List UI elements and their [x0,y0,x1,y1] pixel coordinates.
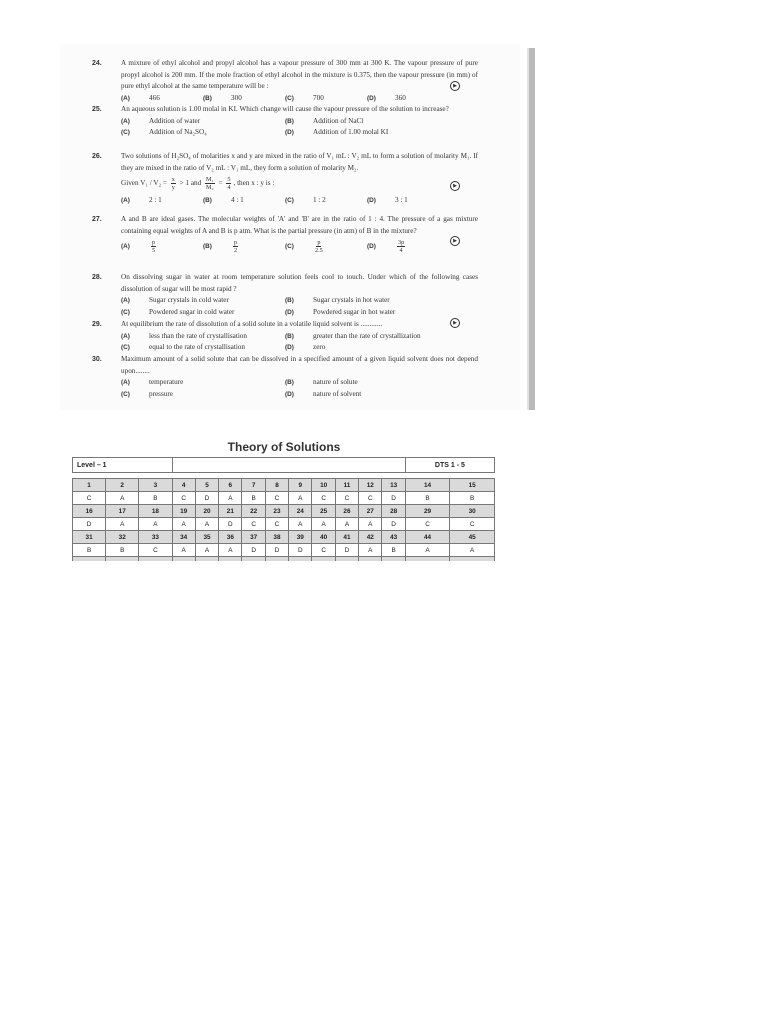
option-label: (A) [121,242,130,250]
question-number-cell: 15 [450,479,495,492]
option-label: (A) [121,297,130,305]
answer-cell: A [106,518,139,531]
answer-cell: D [195,492,218,505]
option-text: Addition of 1.00 molal KI [313,128,389,137]
option-text: 1 : 2 [313,196,326,205]
cut-off-cell [195,557,218,562]
options [121,116,478,139]
play-circle-icon[interactable] [450,236,460,246]
answer-cell: A [359,518,382,531]
answer-cell: D [289,544,312,557]
option-label: (A) [121,197,130,205]
numerator: M₁ [206,176,214,184]
equals-sign: = [218,179,223,188]
option-text: 300 [231,93,242,102]
question-number-cell: 27 [359,505,382,518]
option-text: zero [313,343,326,352]
question-number-cell: 41 [335,531,358,544]
option-c[interactable] [121,342,285,354]
question-number: 27. [92,216,102,223]
cut-off-cell [335,557,358,562]
option-text: 466 [149,93,160,102]
question-number-cell: 24 [289,505,312,518]
option-text: Powdered sugar in cold water [149,307,235,316]
options [121,93,478,105]
option-label: (C) [121,390,130,398]
numerator: 5 [227,176,231,184]
answer-cell: D [382,492,405,505]
level-label: Level – 1 [73,458,173,473]
question-number-cell: 29 [405,505,450,518]
option-label: (B) [285,379,294,387]
option-text: pressure [149,389,173,398]
option-b[interactable] [203,93,285,105]
question-number-cell: 19 [172,505,195,518]
option-label: (A) [121,332,130,340]
question-number-cell: 42 [359,531,382,544]
scrollbar[interactable] [527,48,535,410]
option-label: (C) [121,308,130,316]
cut-off-cell [242,557,265,562]
answer-cell: B [73,544,106,557]
question-number-cell: 28 [382,505,405,518]
question-number-cell: 16 [73,505,106,518]
question-number-cell: 43 [382,531,405,544]
option-label: (C) [285,242,294,250]
option-label: (D) [367,94,376,102]
options [121,295,478,318]
question-text: A and B are ideal gases. The molecular weights of 'A' and 'B' are in the ratio of 1 : 4. The pressure of a gas mixture containing equal weights of A and B is p atm. What is the partial pressure (in atm) of B in the mixture? [121,215,478,235]
answer-cell: C [73,492,106,505]
numerator: p [317,239,321,247]
answer-cell: A [139,518,172,531]
cut-off-cell [172,557,195,562]
option-d[interactable] [285,342,449,354]
denominator: 5 [152,247,156,255]
denominator: 4 [227,184,231,192]
question-number-cell: 32 [106,531,139,544]
option-text: 2 : 1 [149,196,162,205]
question-26 [92,151,478,207]
option-text: Sugar crystals in hot water [313,296,390,305]
numerator: p [152,239,156,247]
question-text: At equilibrium the rate of dissolution of a solid solute in a volatile liquid solvent is ............ [121,320,383,328]
answer-cell: A [289,518,312,531]
cut-off-row [73,557,495,562]
option-label: (C) [121,344,130,352]
fraction [205,176,215,191]
options [121,239,478,254]
option-text: 3 : 1 [395,196,408,205]
given-suffix: , then x : y is : [233,179,275,188]
question-number-cell: 5 [195,479,218,492]
answer-cell: D [73,518,106,531]
answer-cell: D [382,518,405,531]
question-text: Maximum amount of a solid solute that can be dissolved in a specified amount of a given liquid solvent does not depend upon........ [121,355,478,375]
option-a[interactable] [121,116,285,128]
option-c[interactable] [285,93,367,105]
option-c[interactable] [285,195,367,207]
fraction [315,239,323,254]
cut-off-cell [139,557,172,562]
question-29 [92,319,478,354]
option-c[interactable] [285,239,367,254]
option-label: (A) [121,94,130,102]
option-b[interactable] [285,331,449,343]
option-label: (B) [285,332,294,340]
answer-key-header [73,458,495,473]
answer-cell: A [172,518,195,531]
option-text: Addition of Na₂SO₄ [149,128,207,137]
option-label: (D) [285,308,294,316]
fraction [233,239,238,254]
question-number-cell: 39 [289,531,312,544]
option-d[interactable] [285,389,449,401]
option-text: nature of solvent [313,389,362,398]
answer-cell: C [312,544,335,557]
option-a[interactable] [121,239,203,254]
question-number-cell: 3 [139,479,172,492]
denominator: y [171,184,175,192]
question-number-cell: 38 [265,531,288,544]
option-label: (D) [285,129,294,137]
question-number-cell: 2 [106,479,139,492]
play-circle-icon[interactable] [450,181,460,191]
question-number: 28. [92,274,102,281]
question-number-cell: 8 [265,479,288,492]
answer-cell: A [172,544,195,557]
answer-cell: C [312,492,335,505]
question-number-cell: 6 [219,479,242,492]
option-text: 360 [395,93,406,102]
option-label: (A) [121,117,130,125]
option-c[interactable] [121,389,285,401]
question-number-cell: 13 [382,479,405,492]
answer-cell: A [359,544,382,557]
question-number-cell: 23 [265,505,288,518]
option-c[interactable] [121,127,285,139]
option-text: nature of solute [313,378,358,387]
play-glyph: ▶ [453,183,457,189]
answer-cell: C [172,492,195,505]
answer-cell: A [312,518,335,531]
option-text: greater than the rate of crystallization [313,331,421,340]
option-label: (C) [121,129,130,137]
answer-cell: B [106,544,139,557]
option-a[interactable] [121,93,203,105]
option-b[interactable] [285,377,449,389]
play-glyph: ▶ [453,83,457,89]
option-text: Powdered sugar in hot water [313,307,396,316]
denominator: 2 [234,247,238,255]
play-glyph: ▶ [453,238,457,244]
denominator: M₂ [206,184,214,192]
question-number-row [73,505,495,518]
question-number-cell: 35 [195,531,218,544]
answer-cell: A [289,492,312,505]
answer-cell: C [265,492,288,505]
question-number: 29. [92,321,102,328]
cut-off-cell [219,557,242,562]
question-number-cell: 18 [139,505,172,518]
option-b[interactable] [203,195,285,207]
answer-cell: A [195,518,218,531]
option-a[interactable] [121,295,285,307]
question-number: 30. [92,356,102,363]
question-number-cell: 44 [405,531,450,544]
cut-off-cell [265,557,288,562]
question-number-cell: 22 [242,505,265,518]
given-mid: > 1 and [179,179,202,188]
cut-off-cell [289,557,312,562]
question-number-cell: 36 [219,531,242,544]
answer-cell: A [195,544,218,557]
options [121,377,478,400]
option-label: (D) [285,344,294,352]
answer-cell: A [219,544,242,557]
option-d[interactable] [285,307,449,319]
answer-cell: B [382,544,405,557]
option-b[interactable] [203,239,285,254]
option-b[interactable] [285,116,449,128]
question-number-row [73,531,495,544]
option-text: Sugar crystals in cold water [149,296,229,305]
fraction [171,176,176,191]
options [121,195,478,207]
question-number-cell: 1 [73,479,106,492]
answer-cell: D [242,544,265,557]
answer-cell: C [139,544,172,557]
option-text: Addition of water [149,116,201,125]
answer-cell: D [219,518,242,531]
answer-cell: A [405,544,450,557]
option-d[interactable] [367,93,449,105]
option-a[interactable] [121,195,203,207]
numerator: 3p [398,239,405,247]
option-label: (D) [285,390,294,398]
option-text: 4 : 1 [231,196,244,205]
cut-off-cell [359,557,382,562]
option-label: (C) [285,197,294,205]
play-circle-icon[interactable] [450,81,460,91]
question-number-cell: 10 [312,479,335,492]
question-number-cell: 11 [335,479,358,492]
option-c[interactable] [121,307,285,319]
question-given [121,176,478,191]
question-number: 26. [92,153,102,160]
option-text: less than the rate of crystallisation [149,331,247,340]
numerator: x [171,176,175,184]
option-a[interactable] [121,377,285,389]
option-text: temperature [149,378,184,387]
fraction [151,239,156,254]
question-number-cell: 34 [172,531,195,544]
question-27 [92,214,478,254]
question-number-cell: 30 [450,505,495,518]
answer-cell: A [106,492,139,505]
option-text: 700 [313,93,324,102]
answer-cell: D [335,544,358,557]
answer-key-title: Theory of Solutions [227,440,341,454]
answer-cell: B [139,492,172,505]
question-number-cell: 12 [359,479,382,492]
answer-cell: C [405,518,450,531]
option-d[interactable] [285,127,449,139]
question-number-cell: 9 [289,479,312,492]
answer-cell: A [219,492,242,505]
question-number-cell: 25 [312,505,335,518]
answer-row [73,492,495,505]
question-number-row [73,479,495,492]
question-number: 25. [92,106,102,113]
answer-cell: D [265,544,288,557]
option-label: (C) [285,94,294,102]
answer-cell: C [265,518,288,531]
question-number-cell: 20 [195,505,218,518]
option-label: (A) [121,379,130,387]
question-number-cell: 14 [405,479,450,492]
question-number-cell: 33 [139,531,172,544]
question-30 [92,354,478,400]
option-label: (B) [203,94,212,102]
header-spacer [172,458,405,473]
answer-cell: B [450,492,495,505]
given-prefix: Given V₁ / V₂ = [121,179,167,188]
option-label: (B) [285,117,294,125]
options [121,331,478,354]
question-text: Two solutions of H₂SO₄ of molarities x and y are mixed in the ratio of V₁ mL : V₂ mL to form a solution of molarity M₁. If they are mixed in the ratio of V₂ mL : V₁ mL, they form a solution of molarity M₂. [121,152,478,172]
question-number-cell: 45 [450,531,495,544]
option-a[interactable] [121,331,285,343]
option-label: (D) [367,242,376,250]
option-d[interactable] [367,239,449,254]
question-number-cell: 21 [219,505,242,518]
answer-row [73,518,495,531]
answer-cell: C [359,492,382,505]
question-text: A mixture of ethyl alcohol and propyl alcohol has a vapour pressure of 300 mm at 300 K. The vapour pressure of pure propyl alcohol is 200 mm. If the mole fraction of ethyl alcohol in the mixture is 0.375, then the vapour pressure (in mm) of pure ethyl alcohol at the same temperature will be : [121,59,478,91]
option-d[interactable] [367,195,449,207]
cut-off-cell [106,557,139,562]
question-text: An aqueous solution is 1.00 molal in KI. Which change will cause the vapour pressure of the solution to increase? [121,105,449,113]
answer-cell: C [450,518,495,531]
question-number-cell: 40 [312,531,335,544]
option-text: Addition of NaCl [313,116,364,125]
denominator: 4 [399,247,403,255]
cut-off-cell [405,557,450,562]
option-label: (B) [203,242,212,250]
question-number-cell: 26 [335,505,358,518]
denominator: 2.5 [315,247,323,255]
answer-row [73,544,495,557]
answer-cell: A [450,544,495,557]
cut-off-cell [312,557,335,562]
fraction [397,239,405,254]
answer-cell: B [405,492,450,505]
option-label: (B) [285,297,294,305]
play-circle-icon[interactable] [450,318,460,328]
dts-label: DTS 1 - 5 [405,458,494,473]
numerator: p [234,239,238,247]
question-number-cell: 17 [106,505,139,518]
play-glyph: ▶ [453,320,457,326]
option-label: (D) [367,197,376,205]
question-text: On dissolving sugar in water at room temperature solution feels cool to touch. Under which of the following cases dissolution of sugar will be most rapid ? [121,273,478,293]
question-number: 24. [92,60,102,67]
answer-cell: B [242,492,265,505]
answer-cell: C [335,492,358,505]
question-number-cell: 31 [73,531,106,544]
question-24 [92,58,478,104]
answer-key-table [72,457,495,561]
question-number-cell: 37 [242,531,265,544]
cut-off-cell [382,557,405,562]
option-b[interactable] [285,295,449,307]
answer-cell: C [242,518,265,531]
fraction [226,176,231,191]
cut-off-cell [73,557,106,562]
question-28 [92,272,478,318]
question-25 [92,104,478,139]
question-number-cell: 7 [242,479,265,492]
answer-cell: A [335,518,358,531]
question-number-cell: 4 [172,479,195,492]
cut-off-cell [450,557,495,562]
option-label: (B) [203,197,212,205]
option-text: equal to the rate of crystallisation [149,343,245,352]
